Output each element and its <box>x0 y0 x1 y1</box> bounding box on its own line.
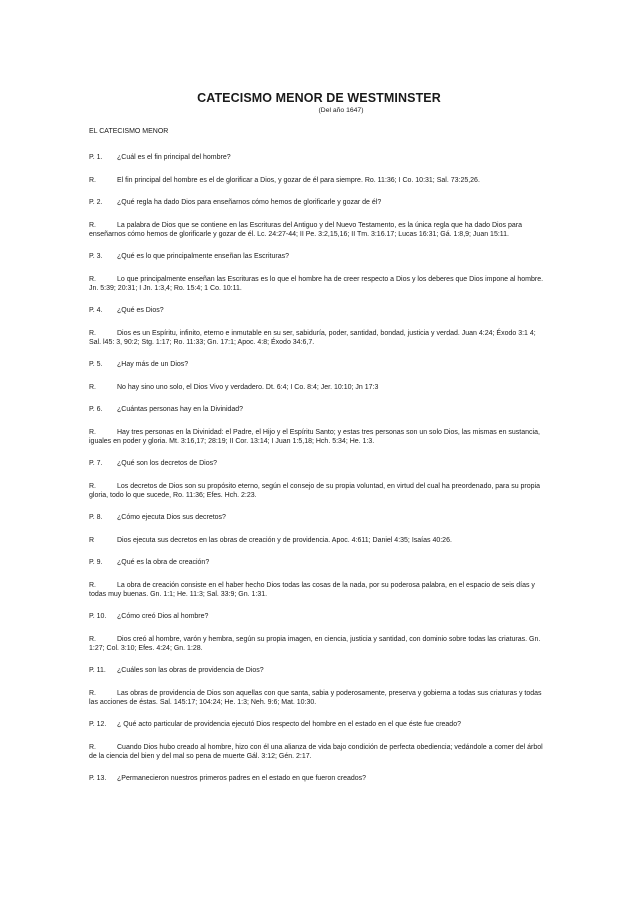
answer-text: La palabra de Dios que se contiene en las Escrituras del Antiguo y del Nuevo Testamento, es la única regla que ha dado Dios para enseñarnos cómo hemos de glorificarle y gozar de él. Lc. 24:27-44; II Pe. 3:2,15,16; II Tm. 3:16.17; Lucas 16:31; Gá. 1:8,9; Juan 15:11. <box>89 222 522 238</box>
answer-text: Hay tres personas en la Divinidad: el Padre, el Hijo y el Espíritu Santo; y estas tres personas son un solo Dios, las mismas en sustancia, iguales en poder y gloria. Mt. 3:16,17; 28:19; II Cor. 13:14; I Juan 1:5,18; Hch. 5:34; He. 1:3. <box>89 429 540 445</box>
answer-text: Las obras de providencia de Dios son aquellas con que santa, sabia y poderosamente, preserva y gobierna a todas sus criaturas y todas las acciones de éstas. Sal. 145:17; 104:24; He. 1:3; Neh. 9:6; Mat. 10:30. <box>89 690 542 706</box>
answer-text: El fin principal del hombre es el de glorificar a Dios, y gozar de él para siempre. Ro. 11:36; I Co. 10:31; Sal. 73:25,26. <box>117 177 480 184</box>
question-text: ¿Hay más de un Dios? <box>117 361 189 368</box>
catechism-list <box>89 153 549 783</box>
answer-text: Dios ejecuta sus decretos en las obras de creación y de providencia. Apoc. 4:611; Daniel 4:35; Isaías 40:26. <box>117 537 452 544</box>
question-text: ¿Qué es Dios? <box>117 307 164 314</box>
page-subtitle: (Del año 1647) <box>318 107 364 114</box>
question-item <box>89 720 549 729</box>
question-item <box>89 513 549 522</box>
question-label: P. 10. <box>89 613 107 620</box>
question-text: ¿Qué regla ha dado Dios para enseñarnos cómo hemos de glorificarle y gozar de él? <box>117 199 382 206</box>
answer-item <box>89 329 549 347</box>
answer-label: R. <box>89 744 96 751</box>
answer-label: R <box>89 537 95 544</box>
answer-item <box>89 176 549 185</box>
answer-label: R. <box>89 384 96 391</box>
question-text: ¿Cómo creó Dios al hombre? <box>117 613 209 620</box>
question-item <box>89 612 549 621</box>
question-text: ¿Cuántas personas hay en la Divinidad? <box>117 406 244 413</box>
question-label: P. 6. <box>89 406 103 413</box>
question-label: P. 11. <box>89 667 106 674</box>
question-label: P. 1. <box>89 154 103 161</box>
answer-label: R. <box>89 276 96 283</box>
question-item <box>89 252 549 261</box>
answer-item <box>89 581 549 599</box>
question-text: ¿Qué es lo que principalmente enseñan las Escrituras? <box>117 253 289 260</box>
question-label: P. 12. <box>89 721 107 728</box>
question-text: ¿Permanecieron nuestros primeros padres en el estado en que fueron creados? <box>117 775 367 782</box>
answer-text: Lo que principalmente enseñan las Escrituras es lo que el hombre ha de creer respecto a Dios y los deberes que Dios impone al hombre. Jn. 5:39; 20:31; I Jn. 1:3,4; Ro. 15:4; 1 Co. 10:11. <box>89 276 544 292</box>
question-text: ¿Cuál es el fin principal del hombre? <box>117 154 231 161</box>
answer-label: R. <box>89 483 96 490</box>
question-item <box>89 558 549 567</box>
answer-text: Cuando Dios hubo creado al hombre, hizo con él una alianza de vida bajo condición de perfecta obediencia; vedándole a comer del árbol de la ciencia del bien y del mal so pena de muerte Gál. 3:12; Gén. 2:17. <box>89 744 543 760</box>
answer-item <box>89 275 549 293</box>
answer-label: R. <box>89 177 96 184</box>
question-item <box>89 153 549 162</box>
answer-label: R. <box>89 636 96 643</box>
answer-text: No hay sino uno solo, el Dios Vivo y verdadero. Dt. 6:4; I Co. 8:4; Jer. 10:10; Jn 17:3 <box>117 384 379 391</box>
question-label: P. 5. <box>89 361 103 368</box>
catechism-content <box>89 127 549 797</box>
answer-item <box>89 482 549 500</box>
question-item <box>89 306 549 315</box>
question-text: ¿ Qué acto particular de providencia ejecutó Dios respecto del hombre en el estado en el que éste fue creado? <box>117 721 461 728</box>
question-label: P. 3. <box>89 253 103 260</box>
question-label: P. 9. <box>89 559 103 566</box>
answer-item <box>89 428 549 446</box>
page-title: CATECISMO MENOR DE WESTMINSTER <box>197 91 441 105</box>
answer-label: R. <box>89 582 96 589</box>
answer-text: Dios es un Espíritu, infinito, eterno e inmutable en su ser, sabiduría, poder, santidad, bondad, justicia y verdad. Juan 4:24; Éxodo 3:1 4; Sal. l45: 3, 90:2; Stg. 1:17; Ro. 11:33; Gn. 17:1; Apoc. 4:8; Éxodo 34:6,7. <box>89 330 536 346</box>
answer-label: R. <box>89 330 96 337</box>
question-label: P. 8. <box>89 514 103 521</box>
answer-text: Dios creó al hombre, varón y hembra, según su propia imagen, en ciencia, justicia y santidad, con dominio sobre todas las criaturas. Gn. 1:27; Col. 3:10; Efes. 4:24; Gn. 1:28. <box>89 636 541 652</box>
question-item <box>89 405 549 414</box>
question-label: P. 4. <box>89 307 103 314</box>
answer-item <box>89 221 549 239</box>
question-text: ¿Cómo ejecuta Dios sus decretos? <box>117 514 226 521</box>
answer-label: R. <box>89 222 96 229</box>
answer-item <box>89 536 549 545</box>
question-item <box>89 774 549 783</box>
question-item <box>89 198 549 207</box>
question-text: ¿Cuáles son las obras de providencia de Dios? <box>117 667 264 674</box>
answer-label: R. <box>89 429 96 436</box>
answer-item <box>89 635 549 653</box>
question-label: P. 2. <box>89 199 103 206</box>
question-label: P. 7. <box>89 460 103 467</box>
question-text: ¿Qué son los decretos de Dios? <box>117 460 217 467</box>
section-heading: EL CATECISMO MENOR <box>89 128 169 135</box>
question-text: ¿Qué es la obra de creación? <box>117 559 210 566</box>
answer-item <box>89 743 549 761</box>
answer-label: R. <box>89 690 96 697</box>
question-item <box>89 666 549 675</box>
answer-item <box>89 383 549 392</box>
answer-text: La obra de creación consiste en el haber hecho Dios todas las cosas de la nada, por su poderosa palabra, en el espacio de seis días y todas muy buenas. Gn. 1:1; He. 11:3; Sal. 33:9; Gn. 1:31. <box>89 582 535 598</box>
question-item <box>89 459 549 468</box>
question-label: P. 13. <box>89 775 107 782</box>
question-item <box>89 360 549 369</box>
answer-text: Los decretos de Dios son su propósito eterno, según el consejo de su propia voluntad, en virtud del cual ha preordenado, para su propia gloria, todo lo que sucede, Ro. 11:36; Efes. Hch. 2:23. <box>89 483 540 499</box>
answer-item <box>89 689 549 707</box>
